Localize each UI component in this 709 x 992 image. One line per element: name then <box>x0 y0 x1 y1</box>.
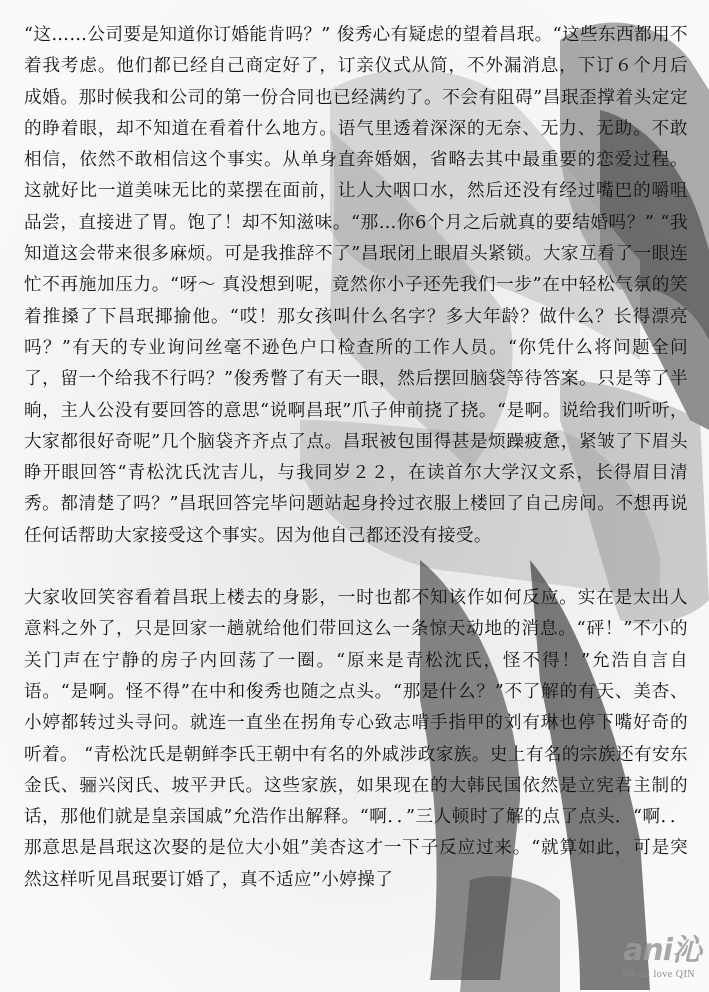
watermark-tagline: We all love QIN <box>621 969 695 980</box>
watermark-logo: ani沁 <box>623 933 701 968</box>
watermark <box>571 934 701 988</box>
story-text <box>24 20 688 896</box>
paragraph-1: “这……公司要是知道你订婚能肯吗？” 俊秀心有疑虑的望着昌珉。“这些东西都用不着我考虑。他们都已经自己商定好了，订亲仪式从简，不外漏消息，下订６个月后成婚。那时候我和公司的第一份合同也已经满约了。不会有阻碍”昌珉歪撑着头定定的睁着眼，却不知道在看着什么地方。语气里透着深深的无奈、无力、无助。不敢相信，依然不敢相信这个事实。从单身直奔婚姻，省略去其中最重要的恋爱过程。这就好比一道美味无比的菜摆在面前，让人大咽口水，然后还没有经过嘴巴的嚼咀品尝，直接进了胃。饱了！却不知滋味。“那…你6个月之后就真的要结婚吗？” “我知道这会带来很多麻烦。可是我推辞不了”昌珉闭上眼眉头紧锁。大家互看了一眼连忙不再施加压力。“呀～ 真没想到呢，竟然你小子还先我们一步”在中轻松气氛的笑着推搡了下昌珉揶揄他。“哎！那女孩叫什么名字？多大年龄？做什么？长得漂亮吗？”有天的专业询问丝毫不逊色户口检查所的工作人员。“你凭什么将问题全问了，留一个给我不行吗？”俊秀瞥了有天一眼，然后摆回脑袋等待答案。只是等了半晌，主人公没有要回答的意思“说啊昌珉”爪子伸前挠了挠。“是啊。说给我们听听，大家都很好奇呢”几个脑袋齐齐点了点。昌珉被包围得甚是烦躁疲惫，紧皱了下眉头睁开眼回答“青松沈氏沈吉儿，与我同岁２２，在读首尔大学汉文系，长得眉目清秀。都清楚了吗？”昌珉回答完毕问题站起身拎过衣服上楼回了自己房间。不想再说任何话帮助大家接受这个事实。因为他自己都还没有接受。 <box>24 25 688 546</box>
paragraph-2: 大家收回笑容看着昌珉上楼去的身影，一时也都不知该作如何反应。实在是太出人意料之外了，只是回家一趟就给他们带回这么一条惊天动地的消息。“砰！”不小的关门声在宁静的房子内回荡了一圈。“原来是青松沈氏，怪不得！”允浩自言自语。“是啊。怪不得”在中和俊秀也随之点头。“那是什么？”不了解的有天、美杏、小婷都转过头寻问。就连一直坐在拐角专心致志啃手指甲的刘有琳也停下嘴好奇的听着。 “青松沈氏是朝鲜李氏王朝中有名的外戚涉政家族。史上有名的宗族还有安东金氏、骊兴闵氏、坡平尹氏。这些家族，如果现在的大韩民国依然是立宪君主制的话，那他们就是皇亲国戚”允浩作出解释。“啊．．”三人顿时了解的点了点头．“啊．．那意思是昌珉这次娶的是位大小姐”美杏这才一下子反应过来。“就算如此，可是突然这样听见昌珉要订婚了，真不适应”小婷操了 <box>24 588 688 890</box>
